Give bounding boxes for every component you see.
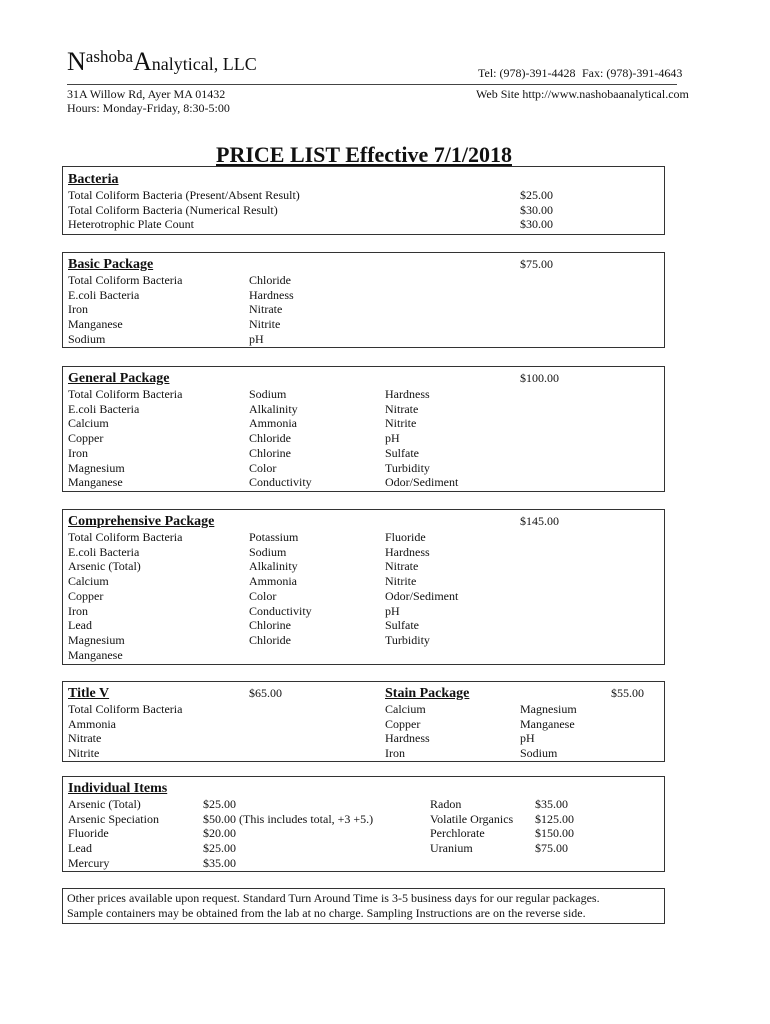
list-item: E.coli Bacteria	[68, 544, 140, 559]
list-item: Conductivity	[249, 603, 312, 618]
individual-right-prices	[535, 797, 574, 856]
individual-left-prices	[203, 797, 373, 871]
list-item: Chloride	[249, 632, 291, 647]
stain-col-1	[385, 702, 430, 761]
list-item: Sulfate	[385, 445, 419, 460]
stain-package-price: $55.00	[611, 686, 644, 700]
list-item: Alkalinity	[249, 401, 298, 416]
general-col-3	[385, 387, 458, 490]
list-item: Nitrite	[385, 416, 417, 431]
list-item: Nitrite	[385, 574, 417, 589]
basic-col-2	[249, 273, 294, 347]
page-title: PRICE LIST Effective 7/1/2018	[216, 142, 512, 167]
list-item: Mercury	[68, 855, 110, 870]
list-item: Lead	[68, 841, 92, 856]
website: Web Site http://www.nashobaanalytical.com	[476, 87, 689, 101]
list-item: Arsenic (Total)	[68, 797, 141, 811]
list-item: Manganese	[68, 475, 123, 490]
list-item: Ammonia	[249, 574, 297, 589]
logo-rest: nalytical, LLC	[151, 54, 257, 74]
list-item: Chloride	[249, 273, 291, 287]
comprehensive-package-heading: Comprehensive Package	[68, 514, 215, 529]
list-item: Sulfate	[385, 618, 419, 633]
list-item: Nitrate	[385, 559, 419, 574]
list-item: Arsenic (Total)	[68, 559, 141, 574]
list-item: Iron	[68, 603, 88, 618]
list-item: Perchlorate	[430, 826, 485, 841]
price-value: $35.00	[535, 797, 568, 811]
list-item: Hardness	[249, 287, 294, 302]
logo-ashoba: ashoba	[85, 47, 133, 66]
list-item: Nitrite	[68, 746, 100, 761]
note-line-2: Sample containers may be obtained from the lab at no charge. Sampling Instructions are on the reverse side.	[67, 906, 586, 920]
bacteria-heading: Bacteria	[68, 172, 119, 187]
price-value: $20.00	[203, 826, 236, 841]
list-item: pH	[520, 731, 535, 746]
list-item: Total Coliform Bacteria	[68, 702, 183, 716]
list-item: Chlorine	[249, 445, 291, 460]
general-col-1	[68, 387, 182, 490]
list-item: pH	[249, 331, 264, 346]
list-item: Turbidity	[385, 632, 430, 647]
price-value: $50.00 (This includes total, +3 +5.)	[203, 811, 374, 826]
basic-package-price: $75.00	[520, 257, 553, 271]
list-item: Total Coliform Bacteria (Numerical Result)	[68, 202, 278, 217]
individual-items-heading: Individual Items	[68, 781, 168, 796]
bacteria-section	[62, 166, 665, 235]
list-item: Color	[249, 588, 277, 603]
list-item: Uranium	[430, 841, 473, 856]
fax-number: Fax: (978)-391-4643	[582, 66, 683, 80]
company-logo	[67, 47, 257, 77]
comprehensive-col-2	[249, 530, 312, 648]
list-item: Radon	[430, 797, 462, 811]
list-item: Iron	[68, 445, 88, 460]
list-item: Manganese	[520, 716, 575, 731]
address: 31A Willow Rd, Ayer MA 01432	[67, 87, 226, 101]
comprehensive-col-1	[68, 530, 182, 662]
general-package-price: $100.00	[520, 371, 559, 385]
list-item: Chloride	[249, 431, 291, 446]
title-v-stain-section	[62, 681, 665, 762]
list-item: Hardness	[385, 544, 430, 559]
price-value: $35.00	[203, 855, 236, 870]
list-item: Calcium	[68, 574, 109, 589]
list-item: Volatile Organics	[430, 811, 514, 826]
list-item: Sodium	[68, 331, 106, 346]
price-value: $25.00	[203, 841, 236, 856]
list-item: Turbidity	[385, 460, 430, 475]
price-value: $30.00	[520, 202, 553, 217]
list-item: Calcium	[68, 416, 109, 431]
list-item: Lead	[68, 618, 92, 633]
list-item: Color	[249, 460, 277, 475]
list-item: Potassium	[249, 530, 299, 544]
stain-col-2	[520, 702, 577, 761]
list-item: Conductivity	[249, 475, 312, 490]
individual-left-names	[68, 797, 159, 871]
price-value: $30.00	[520, 217, 553, 232]
list-item: Magnesium	[520, 702, 577, 716]
list-item: Hardness	[385, 731, 430, 746]
stain-package-heading: Stain Package	[385, 686, 470, 701]
list-item: Fluoride	[385, 530, 426, 544]
list-item: Total Coliform Bacteria (Present/Absent Result)	[68, 188, 300, 202]
comprehensive-package-section	[62, 509, 665, 665]
list-item: Copper	[68, 431, 104, 446]
list-item: Heterotrophic Plate Count	[68, 217, 194, 232]
list-item: Chlorine	[249, 618, 291, 633]
individual-items-section	[62, 776, 665, 872]
hours: Hours: Monday-Friday, 8:30-5:00	[67, 101, 230, 115]
list-item: Total Coliform Bacteria	[68, 273, 183, 287]
footer-note	[62, 888, 665, 924]
list-item: Total Coliform Bacteria	[68, 530, 183, 544]
basic-package-section	[62, 252, 665, 348]
list-item: Fluoride	[68, 826, 109, 841]
list-item: Ammonia	[249, 416, 297, 431]
list-item: Copper	[385, 716, 421, 731]
list-item: Manganese	[68, 317, 123, 332]
list-item: Nitrate	[385, 401, 419, 416]
list-item: Magnesium	[68, 460, 125, 475]
price-value: $75.00	[535, 841, 568, 856]
logo-letter-a: A	[133, 47, 152, 76]
basic-col-1	[68, 273, 182, 347]
title-v-heading: Title V	[68, 686, 110, 701]
list-item: Magnesium	[68, 632, 125, 647]
list-item: pH	[385, 603, 400, 618]
list-item: E.coli Bacteria	[68, 401, 140, 416]
list-item: Hardness	[385, 387, 430, 401]
phone-number: Tel: (978)-391-4428	[478, 66, 576, 80]
list-item: Odor/Sediment	[385, 475, 459, 490]
list-item: E.coli Bacteria	[68, 287, 140, 302]
logo-letter-n: N	[67, 47, 86, 76]
basic-package-heading: Basic Package	[68, 257, 154, 272]
list-item: Nitrate	[68, 731, 102, 746]
title-v-items	[68, 702, 182, 761]
list-item: Arsenic Speciation	[68, 811, 159, 826]
list-item: Alkalinity	[249, 559, 298, 574]
comprehensive-col-3	[385, 530, 458, 648]
list-item: Iron	[385, 746, 405, 761]
list-item: Calcium	[385, 702, 426, 716]
price-value: $25.00	[520, 188, 553, 202]
bacteria-items	[68, 188, 300, 232]
header-divider	[67, 84, 677, 85]
individual-right-names	[430, 797, 513, 856]
list-item: Copper	[68, 588, 104, 603]
price-value: $25.00	[203, 797, 236, 811]
price-value: $125.00	[535, 811, 574, 826]
list-item: pH	[385, 431, 400, 446]
list-item: Ammonia	[68, 716, 116, 731]
note-line-1: Other prices available upon request. Standard Turn Around Time is 3-5 business days for our regular packages.	[67, 891, 600, 905]
list-item: Nitrate	[249, 302, 283, 317]
list-item: Total Coliform Bacteria	[68, 387, 183, 401]
general-package-heading: General Package	[68, 371, 170, 386]
list-item: Nitrite	[249, 317, 281, 332]
price-value: $150.00	[535, 826, 574, 841]
list-item: Sodium	[249, 544, 287, 559]
general-col-2	[249, 387, 312, 490]
list-item: Sodium	[249, 387, 287, 401]
list-item: Manganese	[68, 647, 123, 662]
list-item: Odor/Sediment	[385, 588, 459, 603]
bacteria-prices	[520, 188, 553, 232]
list-item: Sodium	[520, 746, 558, 761]
comprehensive-package-price: $145.00	[520, 514, 559, 528]
title-v-price: $65.00	[249, 686, 282, 700]
general-package-section	[62, 366, 665, 492]
list-item: Iron	[68, 302, 88, 317]
